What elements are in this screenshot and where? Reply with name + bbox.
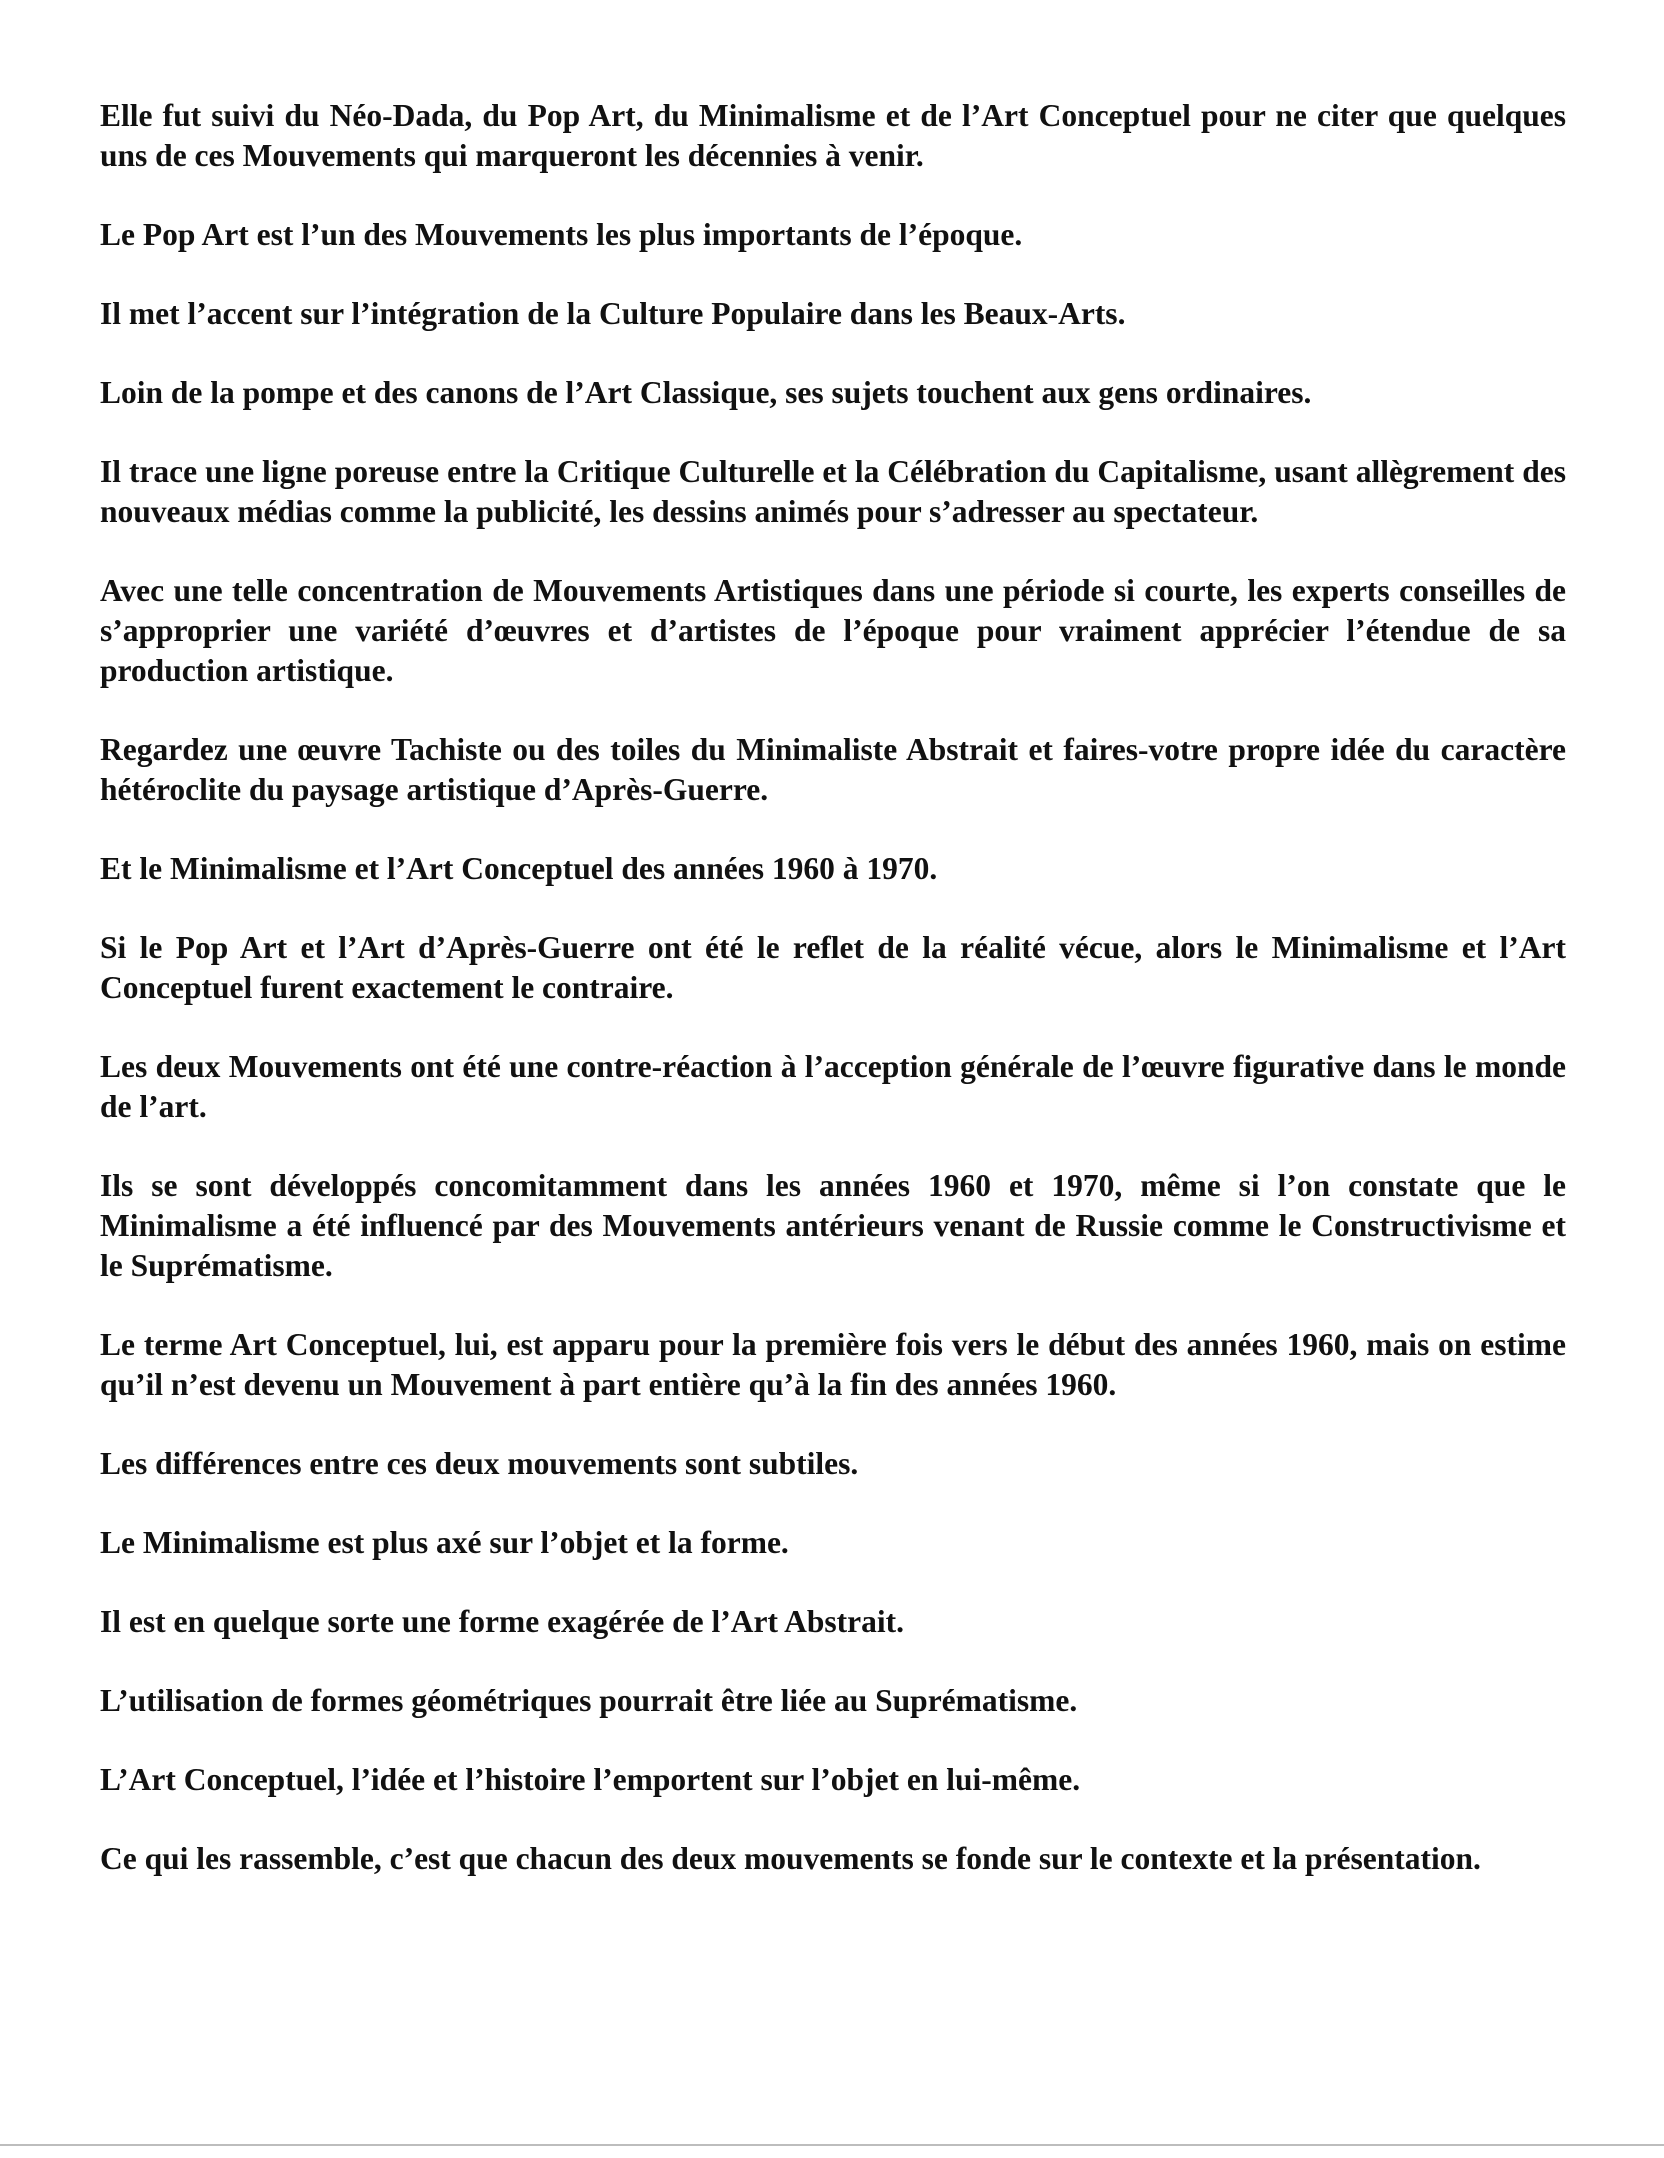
paragraph: Regardez une œuvre Tachiste ou des toiles du Minimaliste Abstrait et faires-votre propre idée du caractère hétéroclite du paysage artistique d’Après-Guerre. [100, 732, 1566, 807]
page-bottom-rule [0, 2144, 1664, 2146]
paragraph: Ce qui les rassemble, c’est que chacun des deux mouvements se fonde sur le contexte et la présentation. [100, 1841, 1481, 1876]
paragraph: Les deux Mouvements ont été une contre-réaction à l’acception générale de l’œuvre figurative dans le monde de l’art. [100, 1049, 1566, 1124]
paragraph: Le Minimalisme est plus axé sur l’objet et la forme. [100, 1525, 789, 1560]
paragraph: Les différences entre ces deux mouvements sont subtiles. [100, 1446, 859, 1481]
paragraph: Le terme Art Conceptuel, lui, est apparu pour la première fois vers le début des années 1960, mais on estime qu’il n’est devenu un Mouvement à part entière qu’à la fin des années 1960. [100, 1327, 1566, 1402]
document-body [100, 96, 1566, 1918]
paragraph: Loin de la pompe et des canons de l’Art Classique, ses sujets touchent aux gens ordinaires. [100, 375, 1312, 410]
paragraph: L’Art Conceptuel, l’idée et l’histoire l’emportent sur l’objet en lui-même. [100, 1762, 1081, 1797]
paragraph: Si le Pop Art et l’Art d’Après-Guerre ont été le reflet de la réalité vécue, alors le Minimalisme et l’Art Conceptuel furent exactement le contraire. [100, 930, 1566, 1005]
paragraph: L’utilisation de formes géométriques pourrait être liée au Suprématisme. [100, 1683, 1078, 1718]
paragraph: Avec une telle concentration de Mouvements Artistiques dans une période si courte, les experts conseilles de s’approprier une variété d’œuvres et d’artistes de l’époque pour vraiment apprécier l’étendue de sa production artistique. [100, 573, 1566, 688]
paragraph: Il met l’accent sur l’intégration de la Culture Populaire dans les Beaux-Arts. [100, 296, 1126, 331]
paragraph: Et le Minimalisme et l’Art Conceptuel des années 1960 à 1970. [100, 851, 938, 886]
paragraph: Elle fut suivi du Néo-Dada, du Pop Art, du Minimalisme et de l’Art Conceptuel pour ne citer que quelques uns de ces Mouvements qui marqueront les décennies à venir. [100, 98, 1566, 173]
paragraph: Il trace une ligne poreuse entre la Critique Culturelle et la Célébration du Capitalisme, usant allègrement des nouveaux médias comme la publicité, les dessins animés pour s’adresser au spectateur. [100, 454, 1566, 529]
paragraph: Ils se sont développés concomitamment dans les années 1960 et 1970, même si l’on constate que le Minimalisme a été influencé par des Mouvements antérieurs venant de Russie comme le Constructivisme et le Suprématisme. [100, 1168, 1566, 1283]
paragraph: Il est en quelque sorte une forme exagérée de l’Art Abstrait. [100, 1604, 904, 1639]
paragraph: Le Pop Art est l’un des Mouvements les plus importants de l’époque. [100, 217, 1023, 252]
